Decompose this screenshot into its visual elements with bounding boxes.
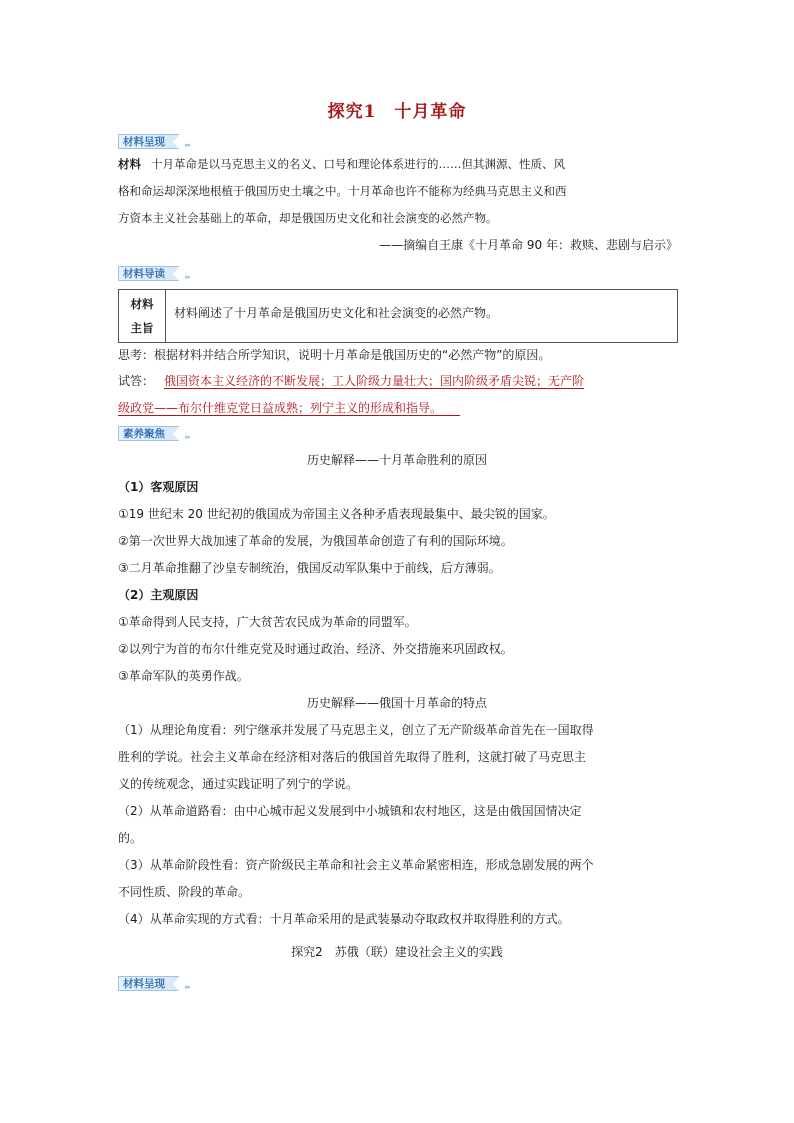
title-text: 十月革命 [394,102,467,122]
objective-item-1: ①19 世纪末 20 世纪初的俄国成为帝国主义各种矛盾表现最集中、最尖锐的国家。 [118,507,555,521]
guide-table [118,289,678,343]
feature-line-5: 的。 [118,831,143,845]
subjective-item-2: ②以列宁为首的布尔什维克党及时通过政治、经济、外交措施来巩固政权。 [118,642,513,656]
think-question: 思考：根据材料并结合所学知识，说明十月革命是俄国历史的“必然产物”的原因。 [118,348,551,362]
material-line-3: 方资本主义社会基础上的革命，却是俄国历史文化和社会演变的必然产物。 [118,211,498,225]
section1-heading: 历史解释——十月革命胜利的原因 [306,453,487,467]
subjective-heading: （2）主观原因 [118,588,199,602]
material-line-1: 材料 十月革命是以马克思主义的名义、口号和理论体系进行的……但其渊源、性质、风 [118,157,565,171]
answer-line-2 [118,396,678,420]
answer-text-2: 级政党——布尔什维克党日益成熟；列宁主义的形成和指导。 [118,401,437,415]
material-label: 材料 [118,157,141,171]
subjective-item-3: ③革命军队的英勇作战。 [118,669,249,683]
objective-heading: （1）客观原因 [118,480,199,494]
answer-label: 试答： [118,374,155,388]
tag-material-show-2: 材料呈现 ▸▸ [118,976,179,991]
material-line-2: 格和命运却深深地根植于俄国历史土壤之中。十月革命也许不能称为经典马克思主义和西 [118,184,567,198]
objective-item-2: ②第一次世界大战加速了革命的发展，为俄国革命创造了有利的国际环境。 [118,534,513,548]
section3-heading: 探究2 苏俄（联）建设社会主义的实践 [291,945,503,959]
feature-line-2: 胜利的学说。社会主义革命在经济相对落后的俄国首先取得了胜利，这就打破了马克思主 [118,750,587,764]
page-title [0,97,794,122]
feature-line-7: 不同性质、阶段的革命。 [118,885,251,899]
tag-literacy-focus: 素养聚焦 ▸▸ [118,426,179,441]
feature-line-6: （3）从革命阶段性看：资产阶级民主革命和社会主义革命紧密相连，形成急剧发展的两个 [118,858,594,872]
subjective-item-1: ①革命得到人民支持，广大贫苦农民成为革命的同盟军。 [118,615,417,629]
section2-heading: 历史解释——俄国十月革命的特点 [306,696,487,710]
feature-line-1: （1）从理论角度看：列宁继承并发展了马克思主义，创立了无产阶级革命首先在一国取得 [118,723,594,737]
answer-text-1: 俄国资本主义经济的不断发展；工人阶级力量壮大；国内阶级矛盾尖锐；无产阶 [164,374,585,388]
objective-item-3: ③二月革命推翻了沙皇专制统治，俄国反动军队集中于前线，后方薄弱。 [118,561,501,575]
guide-label-2: 主旨 [130,321,154,335]
title-number: 探究1 [327,102,377,122]
answer-line-1 [118,369,678,393]
feature-line-4: （2）从革命道路看：由中心城市起义发展到中小城镇和农村地区，这是由俄国国情决定 [118,804,582,818]
guide-label-cell [119,290,166,342]
guide-text: 材料阐述了十月革命是俄国历史文化和社会演变的必然产物。 [174,306,499,320]
feature-line-8: （4）从革命实现的方式看：十月革命采用的是武装暴动夺取政权并取得胜利的方式。 [118,912,570,926]
material-source: ——摘编自王康《十月革命 90 年：救赎、悲剧与启示》 [379,238,678,252]
tag-material-show: 材料呈现 ▸▸ [118,134,179,149]
tag-material-guide: 材料导读 ▸▸ [118,266,179,281]
guide-label-1: 材料 [130,297,154,311]
feature-line-3: 义的传统观念，通过实践证明了列宁的学说。 [118,777,359,791]
